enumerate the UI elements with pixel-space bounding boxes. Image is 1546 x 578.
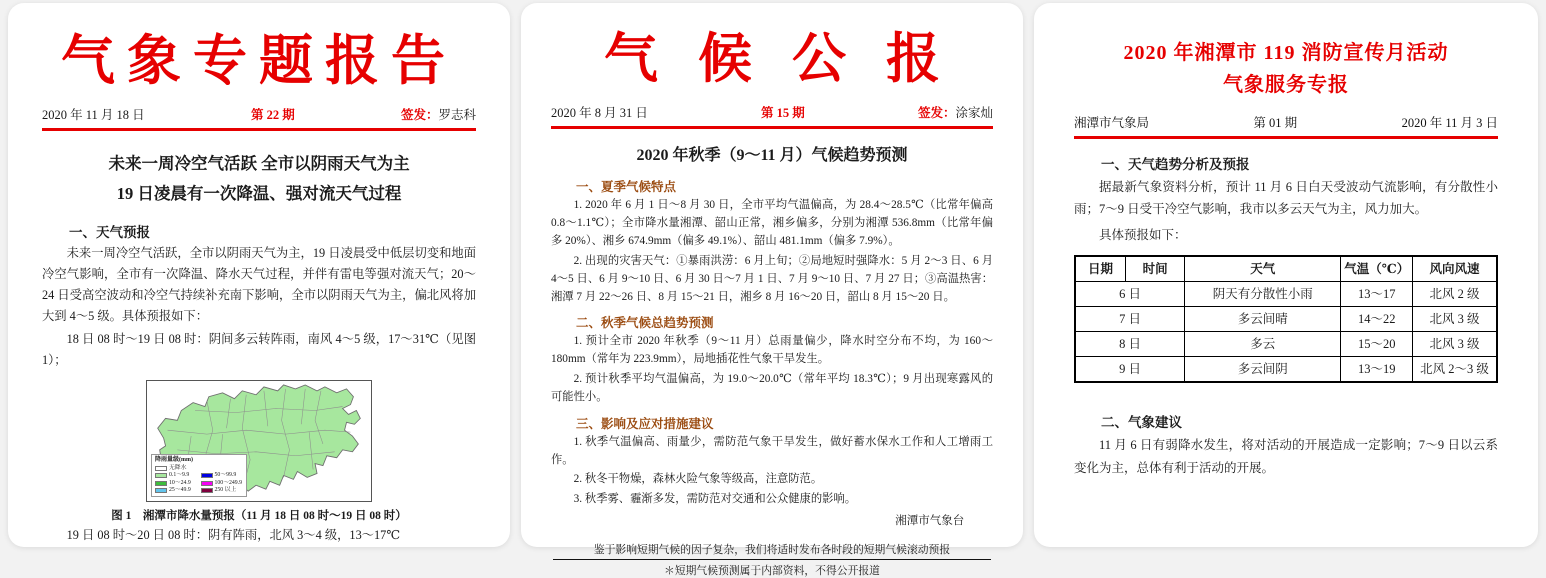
doc2-footer-note1: 鉴于影响短期气候的因子复杂，我们将适时发布各时段的短期气候滚动预报 <box>593 544 951 557</box>
doc1-paragraph-forecast: 未来一周冷空气活跃，全市以阴雨天气为主，19 日凌晨受中低层切变和地面冷空气影响，全市有一次降温、降水天气过程，并伴有雷电等强对流天气；20～24 日受高空波动和冷空气持续补充南下影响，全市以阴雨天气为主，偏北风将加大到 4～5 级。具体预报如下： <box>42 245 476 324</box>
doc3-section1-heading: 一、天气趋势分析及预报 <box>1101 157 1250 172</box>
doc1-section1-heading: 一、天气预报 <box>69 224 150 240</box>
legend-item: 0.1～9.9 <box>155 472 198 478</box>
doc1-meta-row <box>42 105 476 123</box>
cell-temperature: 13～19 <box>1341 357 1413 383</box>
figure1-caption: 图 1 湘潭市降水量预报（11 月 18 日 08 时～19 日 08 时） <box>111 509 407 522</box>
doc1-paragraph-day2: 19 日 08 时～20 日 08 时：阴有阵雨，北风 3～4 级，13～17℃ <box>66 527 401 542</box>
doc3-s1-paragraph: 据最新气象资料分析，预计 11 月 6 日白天受波动气流影响，有分散性小雨；7～9 日受干冷空气影响，我市以多云天气为主，风力加大。 <box>1074 180 1498 217</box>
doc2-s3-paragraph1: 1. 秋季气温偏高、雨量少，需防范气象干旱发生，做好蓄水保水工作和人工增雨工作。 <box>551 435 993 466</box>
doc2-s1-paragraph1: 1. 2020 年 6 月 1 日～8 月 30 日，全市平均气温偏高，为 28.4～28.5℃（比常年偏高 0.8～1.1℃）；全市降水量湘潭、韶山正常，湘乡偏多，分别为湘潭 536.8mm（比常年偏多 20%）、湘乡 674.9mm（偏多 49.1%）、韶山 481.1mm（偏多 7.9%）。 <box>551 199 993 247</box>
doc2-s3-paragraph3: 3. 秋季雾、霾渐多发，需防范对交通和公众健康的影响。 <box>573 493 857 506</box>
doc1-sign-name: 罗志科 <box>438 107 476 122</box>
doc1-headline-line1: 未来一周冷空气活跃 全市以阴雨天气为主 <box>108 153 410 173</box>
cell-wind: 北风 3 级 <box>1413 332 1497 357</box>
legend-item: 无降水 <box>155 465 198 471</box>
header-time: 时间 <box>1126 256 1185 282</box>
cell-wind: 北风 2 级 <box>1413 281 1497 306</box>
table-row <box>1075 332 1497 357</box>
map-legend-title: 降雨量级(mm) <box>155 456 193 463</box>
cell-weather: 多云 <box>1185 332 1341 357</box>
doc2-meta-row <box>551 103 993 121</box>
doc3-s1-lead-in: 具体预报如下： <box>1099 227 1187 242</box>
climate-bulletin-document <box>521 3 1023 578</box>
cell-weather: 多云间阴 <box>1185 357 1341 383</box>
doc3-issuing-org: 湘潭市气象局 <box>1074 116 1150 130</box>
legend-item <box>201 465 244 471</box>
doc2-issue-number: 第 15 期 <box>761 105 805 120</box>
doc2-subtitle: 2020 年秋季（9～11 月）气候趋势预测 <box>636 146 908 164</box>
doc2-masthead-title: 气候公报 <box>604 29 980 89</box>
doc2-section3-heading: 三、影响及应对措施建议 <box>576 416 714 431</box>
doc2-issuing-office: 湘潭市气象台 <box>895 515 965 528</box>
table-row <box>1075 307 1497 332</box>
doc2-s2-paragraph2: 2. 预计秋季平均气温偏高，为 19.0～20.0℃（常年平均 18.3℃）；9 月出现寒露风的可能性小。 <box>551 373 993 403</box>
cell-date: 6 日 <box>1075 281 1185 306</box>
doc3-red-divider <box>1074 136 1498 139</box>
doc2-footer-rule <box>553 559 991 560</box>
doc1-masthead-title: 气象专题报告 <box>61 31 457 91</box>
legend-swatch <box>155 473 167 478</box>
doc1-headline <box>42 149 476 210</box>
cell-weather: 多云间晴 <box>1185 307 1341 332</box>
doc1-paragraph-day1: 18 日 08 时～19 日 08 时：阴间多云转阵雨，南风 4～5 级，17～31℃（见图 1）； <box>42 332 476 368</box>
legend-swatch <box>155 466 167 471</box>
legend-item: 100～249.9 <box>201 480 244 486</box>
cell-temperature: 14～22 <box>1341 307 1413 332</box>
doc2-footer <box>551 542 993 578</box>
doc2-section1-heading: 一、夏季气候特点 <box>576 180 677 195</box>
doc2-issue-date: 2020 年 8 月 31 日 <box>551 105 648 120</box>
doc2-s2-paragraph1: 1. 预计全市 2020 年秋季（9～11 月）总雨量偏少，降水时空分布不均，为 160～180mm（常年为 223.9mm），局地插花性气象干旱发生。 <box>551 335 993 366</box>
doc2-s1-paragraph2: 2. 出现的灾害天气：①暴雨洪涝：6 月上旬；②局地短时强降水：5 月 2～3 日、6 月 4～5 日、6 月 9～10 日、6 月 30 日～7 月 1 日、7 月 9～10 日、7 月 27 日；③高温热害：湘潭 7 月 22～26 日、8 月 15～21 日，湘乡 8 月 16～20 日，韶山 8 月 15～20 日。 <box>551 254 993 303</box>
header-wind: 风向风速 <box>1413 256 1497 282</box>
doc3-s2-paragraph: 11 月 6 日有弱降水发生，将对活动的开展造成一定影响；7～9 日以云系变化为主，总体有利于活动的开展。 <box>1074 438 1498 475</box>
doc2-footer-note2: ＊短期气候预测属于内部资料，不得公开报道 <box>664 565 880 578</box>
header-temperature: 气温（℃） <box>1341 256 1413 282</box>
cell-wind: 北风 2～3 级 <box>1413 357 1497 383</box>
doc1-signer <box>401 105 476 123</box>
legend-swatch <box>155 488 167 493</box>
fire-prevention-weather-report-document <box>1034 3 1538 547</box>
cell-wind: 北风 3 级 <box>1413 307 1497 332</box>
doc1-sign-label: 签发： <box>400 107 439 122</box>
header-weather: 天气 <box>1185 256 1341 282</box>
doc2-section2-heading: 二、秋季气候总趋势预测 <box>576 316 714 331</box>
doc3-meta-row <box>1074 113 1498 131</box>
cell-temperature: 13～17 <box>1341 281 1413 306</box>
doc1-issue-number: 第 22 期 <box>250 107 295 122</box>
legend-swatch <box>201 488 213 493</box>
doc3-issue-date: 2020 年 11 月 3 日 <box>1401 116 1498 130</box>
legend-item: 25～49.9 <box>155 487 198 493</box>
table-row <box>1075 281 1497 306</box>
legend-swatch <box>155 481 167 486</box>
cell-temperature: 15～20 <box>1341 332 1413 357</box>
doc3-section2-heading: 二、气象建议 <box>1101 415 1182 431</box>
cell-weather: 阴天有分散性小雨 <box>1185 281 1341 306</box>
doc2-signer <box>918 103 993 121</box>
doc2-sign-label: 签发： <box>917 105 956 120</box>
table-row <box>1075 357 1497 383</box>
legend-item: 50～99.9 <box>201 472 244 478</box>
doc1-red-divider <box>42 128 476 131</box>
legend-swatch <box>201 473 213 478</box>
doc1-headline-line2: 19 日凌晨有一次降温、强对流天气过程 <box>116 184 402 204</box>
doc3-title <box>1074 37 1498 101</box>
doc2-sign-name: 涂家灿 <box>955 105 993 120</box>
cell-date: 9 日 <box>1075 357 1185 383</box>
legend-item: 250 以上 <box>201 487 244 493</box>
forecast-table <box>1074 255 1498 384</box>
legend-swatch <box>201 481 213 486</box>
doc3-title-line1: 2020 年湘潭市 119 消防宣传月活动 <box>1123 42 1449 64</box>
forecast-table-header-row <box>1075 256 1497 282</box>
cell-date: 8 日 <box>1075 332 1185 357</box>
doc2-red-divider <box>551 126 993 129</box>
weather-special-report-document <box>8 3 510 547</box>
doc3-issue-number: 第 01 期 <box>1253 116 1298 130</box>
legend-item: 10～24.9 <box>155 480 198 486</box>
cell-date: 7 日 <box>1075 307 1185 332</box>
doc3-title-line2: 气象服务专报 <box>1223 74 1349 96</box>
doc2-s3-paragraph2: 2. 秋冬干物燥，森林火险气象等级高，注意防范。 <box>573 473 823 486</box>
doc1-issue-date: 2020 年 11 月 18 日 <box>42 107 145 122</box>
map-legend <box>151 454 247 497</box>
header-date: 日期 <box>1075 256 1126 282</box>
precipitation-map-figure <box>146 380 372 502</box>
